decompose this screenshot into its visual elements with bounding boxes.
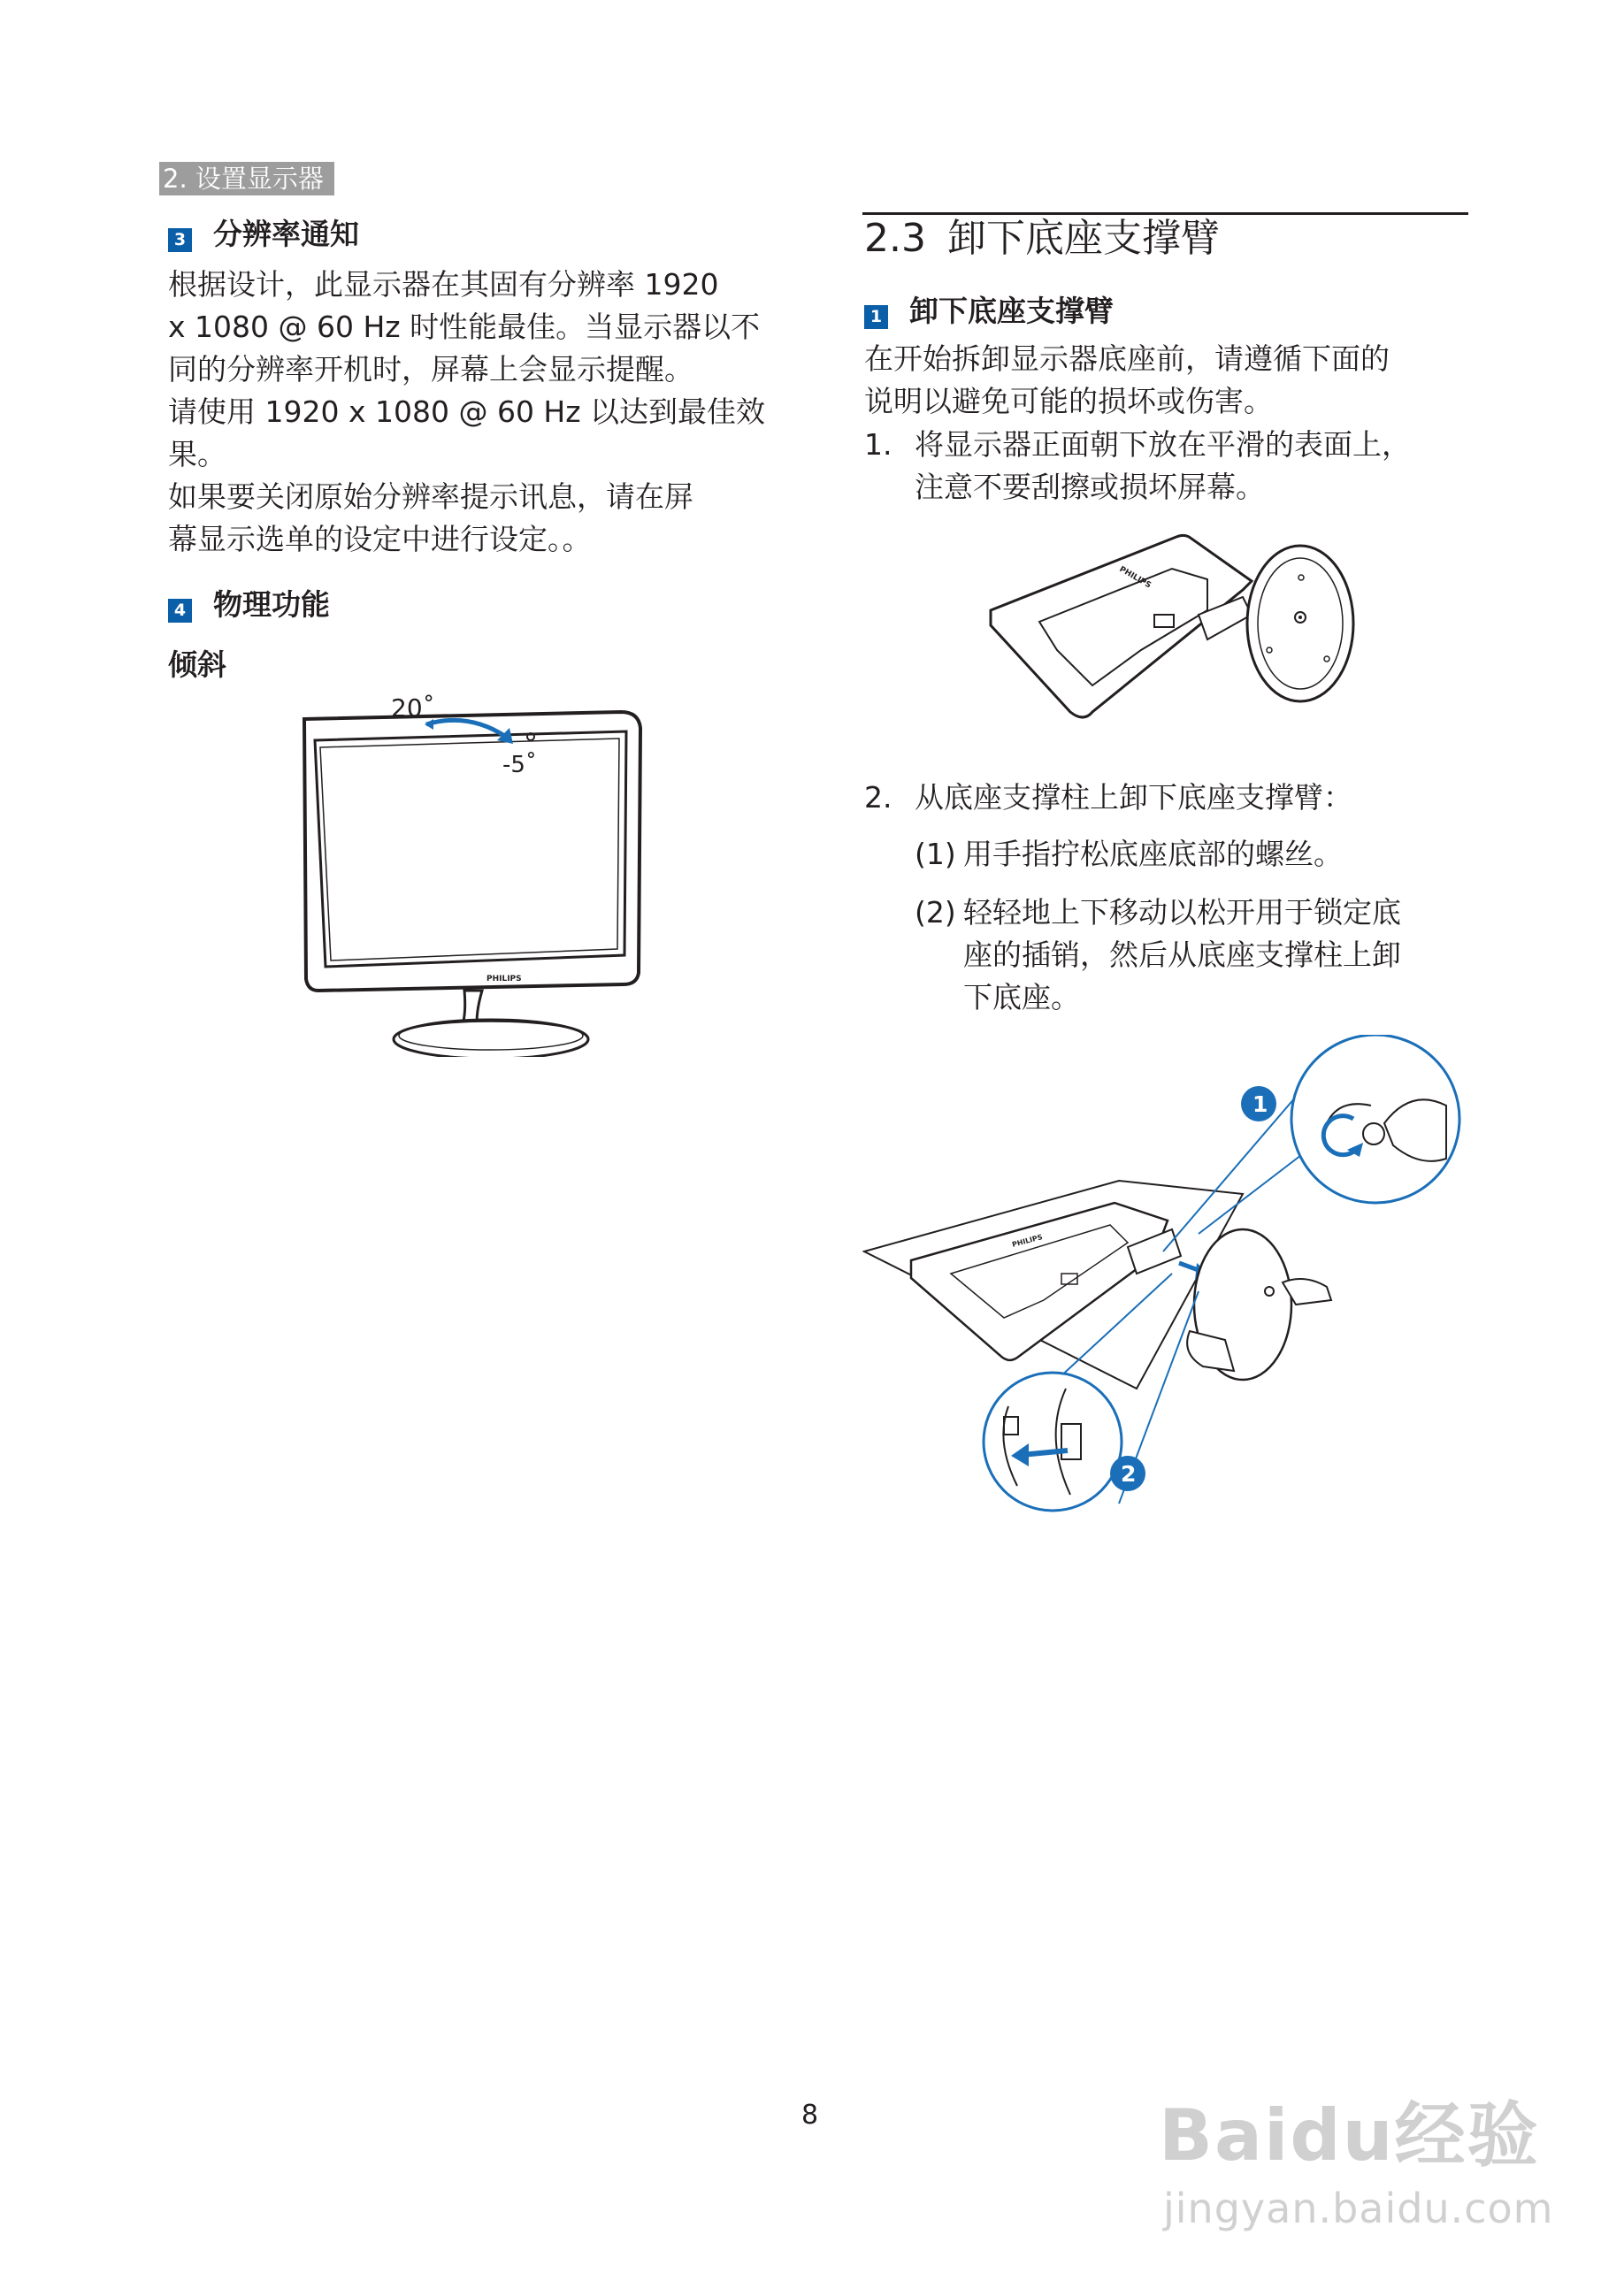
- step-text: 从底座支撑柱上卸下底座支撑臂：: [915, 780, 1352, 815]
- substep-number: (2): [915, 895, 956, 930]
- tilt-angle-up-label: 20˚: [391, 693, 435, 723]
- brand-label: PHILIPS: [1011, 1233, 1044, 1249]
- section-number-badge: 3: [168, 228, 192, 252]
- page-number: 8: [801, 2100, 819, 2131]
- text-line: 同的分辨率开机时，屏幕上会显示提醒。: [168, 352, 693, 386]
- remove-arm-heading: [864, 294, 1114, 329]
- step-2: [864, 777, 1475, 819]
- remove-stand-figure: [862, 1035, 1482, 1539]
- section-title-text: 卸下底座支撑臂: [946, 216, 1220, 261]
- step-1: [864, 424, 1475, 509]
- intro-paragraph: [864, 338, 1475, 423]
- text-line: 说明以避免可能的损坏或伤害。: [864, 384, 1273, 418]
- physical-heading: [168, 587, 330, 623]
- text-line: 如果要关闭原始分辨率提示讯息，请在屏: [168, 479, 693, 514]
- substep-text: 用手指拧松底座底部的螺丝。: [963, 837, 1343, 871]
- substep-number: (1): [915, 837, 956, 871]
- step-number: 1.: [864, 427, 892, 462]
- watermark-url: jingyan.baidu.com: [1163, 2185, 1554, 2232]
- text-line: 将显示器正面朝下放在平滑的表面上，: [915, 427, 1411, 462]
- heading-text: 物理功能: [213, 587, 330, 622]
- tilt-angle-down-label: -5˚: [502, 752, 537, 778]
- text-line: 幕显示选单的设定中进行设定。。: [168, 522, 592, 556]
- text-line: 果。: [168, 437, 226, 471]
- text-line: 在开始拆卸显示器底座前，请遵循下面的: [864, 341, 1390, 376]
- heading-text: 分辨率通知: [213, 217, 359, 251]
- monitor-face-down-figure: [986, 526, 1384, 752]
- section-header-tag: 2. 设置显示器: [159, 162, 334, 195]
- resolution-heading: [168, 217, 359, 252]
- substep-2: [915, 892, 1472, 1019]
- heading-text: 卸下底座支撑臂: [909, 294, 1114, 328]
- resolution-paragraph-2: [168, 476, 787, 561]
- text-line: 根据设计，此显示器在其固有分辨率 1920: [168, 267, 719, 302]
- brand-label: PHILIPS: [486, 975, 522, 983]
- section-number: 2.3: [864, 216, 926, 261]
- text-line: 请使用 1920 x 1080 @ 60 Hz 以达到最佳效: [168, 394, 766, 429]
- text-line: 座的插销，然后从底座支撑柱上卸: [963, 938, 1401, 972]
- section-number-badge: 1: [864, 305, 888, 329]
- text-line: 注意不要刮擦或损坏屏幕。: [915, 470, 1265, 504]
- baidu-jingyan-watermark: Baidu经验: [1159, 2094, 1540, 2177]
- brand-label: PHILIPS: [1117, 564, 1153, 591]
- section-number-badge: 4: [168, 599, 192, 623]
- section-title: [864, 214, 1220, 264]
- callout-2-label: 2: [1121, 1461, 1137, 1487]
- text-line: 下底座。: [963, 980, 1080, 1014]
- step-number: 2.: [864, 780, 892, 815]
- substep-1: [915, 833, 1472, 876]
- resolution-paragraph-1: [168, 264, 787, 476]
- callout-1-label: 1: [1252, 1091, 1268, 1117]
- tilt-monitor-figure: [292, 685, 646, 1057]
- tilt-subtitle: 倾斜: [168, 647, 226, 682]
- text-line: x 1080 @ 60 Hz 时性能最佳。当显示器以不: [168, 310, 761, 344]
- text-line: 轻轻地上下移动以松开用于锁定底: [963, 895, 1401, 930]
